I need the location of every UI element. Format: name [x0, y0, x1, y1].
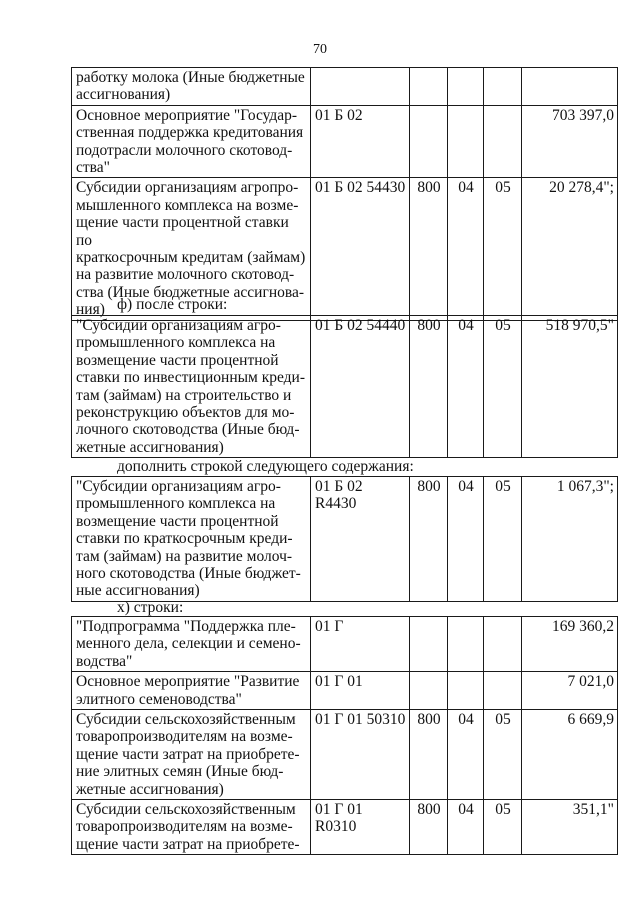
- expense-type: [410, 672, 448, 710]
- subsection: [484, 68, 522, 106]
- subsection: [484, 672, 522, 710]
- budget-table-after-row: [71, 315, 618, 458]
- subsection: 05: [484, 800, 522, 855]
- expense-type: 800: [410, 316, 448, 458]
- section: [448, 617, 484, 672]
- table-row: [72, 477, 618, 602]
- item-code: 01 Г: [311, 617, 410, 672]
- item-name: "Подпрограмма "Поддержка пле- менного дела, селекции и семено- водства": [72, 617, 311, 672]
- item-name: Основное мероприятие "Государ- ственная поддержка кредитования подотрасли молочного скотовод- ства": [72, 105, 311, 178]
- amount: 169 360,2: [522, 617, 618, 672]
- amount: 351,1": [522, 800, 618, 855]
- item-name: "Субсидии организациям агро- промышленного комплекса на возмещение части процентной ставки по инвестиционным креди- там (займам) на строительство и реконструкцию объектов для мо- лочного скотоводства (Иные бюд- жетные ассигнования): [72, 316, 311, 458]
- item-code: 01 Г 01 R0310: [311, 800, 410, 855]
- amount: [522, 68, 618, 106]
- budget-table-new-row: [71, 476, 618, 602]
- item-name: "Субсидии организациям агро- промышленного комплекса на возмещение части процентной ставки по краткосрочным креди- там (займам) на развитие молоч- ного скотоводства (Иные бюджет- ные ассигнования): [72, 477, 311, 602]
- amendment-caption: х) строки:: [117, 599, 184, 616]
- expense-type: [410, 105, 448, 178]
- expense-type: 800: [410, 800, 448, 855]
- section: 04: [448, 710, 484, 800]
- expense-type: [410, 617, 448, 672]
- item-code: 01 Б 02 54430: [311, 178, 410, 320]
- amount: 1 067,3";: [522, 477, 618, 602]
- item-name: Субсидии сельскохозяйственным товаропроизводителям на возме- щение части затрат на приобрете- ние элитных семян (Иные бюд- жетные ассигнования): [72, 710, 311, 800]
- section: 04: [448, 800, 484, 855]
- table-row: [72, 316, 618, 458]
- subsection: 05: [484, 477, 522, 602]
- subsection: 05: [484, 316, 522, 458]
- section: [448, 105, 484, 178]
- expense-type: 800: [410, 178, 448, 320]
- amendment-caption: ф) после строки:: [117, 296, 228, 313]
- amendment-caption: дополнить строкой следующего содержания:: [117, 458, 414, 475]
- table-row: [72, 617, 618, 672]
- expense-type: 800: [410, 477, 448, 602]
- item-name: Субсидии организациям агропро- мышленного комплекса на возме- щение части процентной ставки по краткосрочным кредитам (займам) на развитие молочного скотовод- ства (Иные бюджетные ассигнова- ния): [72, 178, 311, 320]
- item-code: 01 Г 01: [311, 672, 410, 710]
- table-row: [72, 710, 618, 800]
- section: [448, 68, 484, 106]
- budget-table-continued: [71, 67, 618, 321]
- item-name: Основное мероприятие "Развитие элитного семеноводства": [72, 672, 311, 710]
- expense-type: [410, 68, 448, 106]
- amount: 6 669,9: [522, 710, 618, 800]
- item-name: работку молока (Иные бюджетные ассигнования): [72, 68, 311, 106]
- subsection: 05: [484, 178, 522, 320]
- section: [448, 672, 484, 710]
- subsection: 05: [484, 710, 522, 800]
- table-row: [72, 800, 618, 855]
- amount: 7 021,0: [522, 672, 618, 710]
- amount: 20 278,4";: [522, 178, 618, 320]
- table-row: [72, 68, 618, 106]
- item-code: [311, 68, 410, 106]
- subsection: [484, 617, 522, 672]
- section: 04: [448, 477, 484, 602]
- item-code: 01 Б 02 R4430: [311, 477, 410, 602]
- item-code: 01 Б 02 54440: [311, 316, 410, 458]
- budget-table-rows: [71, 616, 618, 855]
- table-row: [72, 672, 618, 710]
- amount: 518 970,5": [522, 316, 618, 458]
- amount: 703 397,0: [522, 105, 618, 178]
- expense-type: 800: [410, 710, 448, 800]
- section: 04: [448, 178, 484, 320]
- table-row: [72, 105, 618, 178]
- item-name: Субсидии сельскохозяйственным товаропроизводителям на возме- щение части затрат на приобрете-: [72, 800, 311, 855]
- item-code: 01 Г 01 50310: [311, 710, 410, 800]
- subsection: [484, 105, 522, 178]
- page-number: 70: [313, 42, 327, 57]
- section: 04: [448, 316, 484, 458]
- item-code: 01 Б 02: [311, 105, 410, 178]
